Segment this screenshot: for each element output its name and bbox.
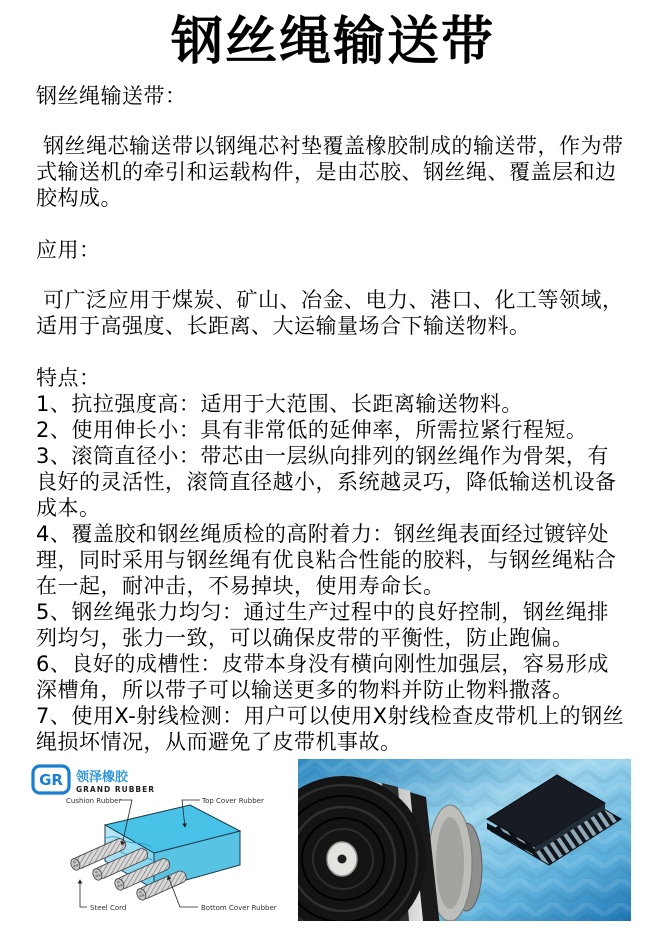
feature-item: 2、使用伸长小：具有非常低的延伸率，所需拉紧行程短。 (36, 418, 588, 443)
feature-item: 3、滚筒直径小：带芯由一层纵向排列的钢丝绳作为骨架，有良好的灵活性，滚筒直径越小，系统越灵巧，降低输送机设备成本。 (36, 444, 617, 521)
feature-item: 1、抗拉强度高：适用于大范围、长距离输送物料。 (36, 392, 523, 417)
application-paragraph: 可广泛应用于煤炭、矿山、冶金、电力、港口、化工等领域，适用于高强度、长距离、大运输量场合下输送物料。 (36, 288, 624, 339)
figure-row (0, 759, 666, 921)
feature-item: 6、良好的成槽性：皮带本身没有横向刚性加强层，容易形成深槽角，所以带子可以输送更多的物料并防止物料撒落。 (36, 652, 609, 703)
application-label: 应用： (36, 238, 101, 263)
cushion-rubber-label: Cushion Rubber (66, 797, 122, 806)
top-cover-rubber-label: Top Cover Rubber (202, 797, 264, 806)
logo-english-text: GRAND RUBBER (76, 785, 156, 795)
page-title: 钢丝绳输送带 (170, 12, 495, 72)
feature-item: 7、使用X-射线检测：用户可以使用X射线检查皮带机上的钢丝绳损坏情况，从而避免了皮带机事故。 (36, 704, 625, 755)
logo-abbr: GR (39, 771, 63, 790)
intro-label: 钢丝绳输送带： (36, 84, 187, 109)
belt-structure-diagram (30, 759, 288, 921)
belt-product-photo (298, 759, 631, 921)
feature-item: 5、钢丝绳张力均匀：通过生产过程中的良好控制，钢丝绳排列均匀，张力一致，可以确保皮带的平衡性，防止跑偏。 (36, 600, 609, 651)
article-body (0, 83, 666, 755)
roll-hub-hole (338, 855, 347, 864)
bottom-cover-rubber-label: Bottom Cover Rubber (201, 904, 277, 913)
features-label: 特点： (36, 366, 101, 391)
feature-item: 4、覆盖胶和钢丝绳质检的高附着力：钢丝绳表面经过镀锌处理，同时采用与钢丝绳有优良粘合性能的胶料，与钢丝绳粘合在一起，耐冲击，不易掉块，使用寿命长。 (36, 522, 617, 599)
logo-chinese-text: 领泽橡胶 (76, 770, 129, 786)
intro-paragraph: 钢丝绳芯输送带以钢绳芯衬垫覆盖橡胶制成的输送带，作为带式输送机的牵引和运载构件，是由芯胶、钢丝绳、覆盖层和边胶构成。 (36, 134, 624, 211)
steel-cord-label: Steel Cord (90, 904, 127, 913)
